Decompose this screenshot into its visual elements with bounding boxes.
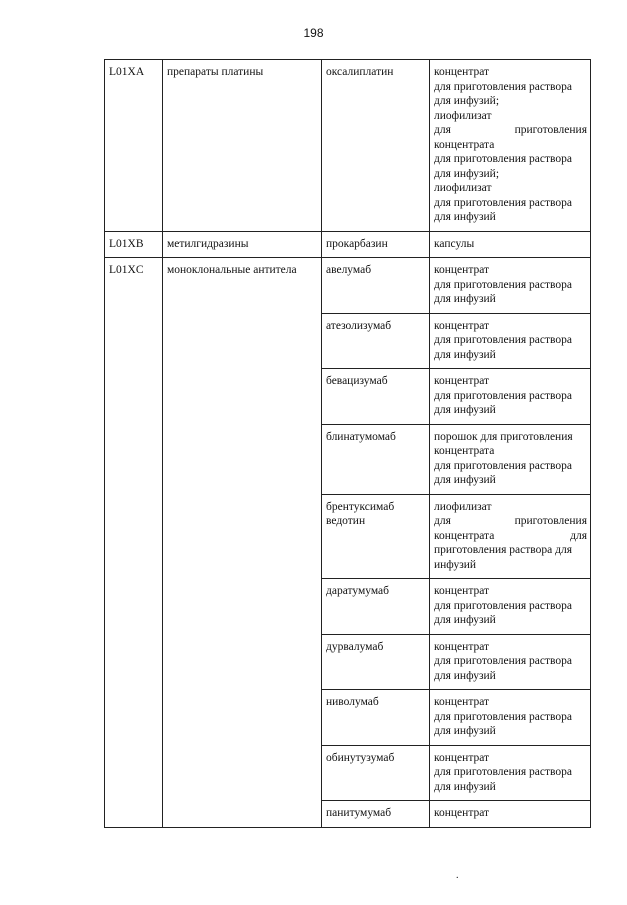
dosage-form-cell [430, 690, 591, 746]
dosage-form-line: для инфузий; [434, 95, 500, 107]
dosage-form-line: концентрат [434, 319, 490, 332]
dosage-form-line: концентрат [434, 640, 490, 653]
table-row [105, 231, 591, 258]
dosage-form-cell [430, 634, 591, 690]
page-number: 198 [303, 26, 324, 40]
atc-code-cell: L01XC [105, 258, 163, 828]
dosage-form-line: для приготовления раствора [434, 655, 572, 667]
dosage-form-line: лиофилизат [434, 182, 492, 194]
drug-name-cell: оксалиплатин [322, 60, 430, 232]
dosage-form-cell [430, 369, 591, 425]
drug-name-cell: атезолизумаб [322, 313, 430, 369]
dosage-form-line: для инфузий [434, 293, 496, 305]
table-row [105, 258, 591, 314]
dosage-form-line: приготовления раствора для [434, 544, 572, 556]
dosage-form-cell [430, 745, 591, 801]
dosage-form-word: для [434, 124, 451, 136]
dosage-form-cell [430, 494, 591, 579]
drug-group-cell: препараты платины [163, 60, 322, 232]
table-body [105, 60, 591, 828]
dosage-form-word: приготовления [514, 124, 587, 136]
dosage-form-line: концентрата [434, 138, 495, 151]
drug-name-cell: прокарбазин [322, 231, 430, 258]
dosage-form-line: для приготовления раствора [434, 459, 572, 472]
drug-name-cell: дурвалумаб [322, 634, 430, 690]
dosage-form-line: для инфузий; [434, 167, 500, 180]
drug-group-cell: метилгидразины [163, 231, 322, 258]
dosage-form-cell [430, 579, 591, 635]
atc-code-cell: L01XA [105, 60, 163, 232]
drug-name-cell: блинатумомаб [322, 424, 430, 494]
dosage-form-line: для приготовления раствора [434, 334, 572, 346]
dosage-form-line: для инфузий [434, 211, 496, 223]
dosage-form-line: концентрат [434, 807, 490, 819]
dosage-form-line: лиофилизат [434, 109, 492, 122]
dosage-form-line: для инфузий [434, 474, 496, 486]
dosage-form-word: для [570, 529, 587, 542]
dosage-form-cell [430, 60, 591, 232]
dosage-form-line: концентрата [434, 445, 495, 457]
footer-mark: . [456, 870, 459, 881]
dosage-form-line: концентрат [434, 585, 490, 597]
dosage-form-line: для приготовления раствора [434, 389, 572, 402]
dosage-form-line: для приготовления раствора [434, 153, 572, 165]
dosage-form-word: концентрата [434, 529, 495, 542]
dosage-form-cell [430, 258, 591, 314]
drug-name-cell: даратумумаб [322, 579, 430, 635]
dosage-form-cell [430, 313, 591, 369]
drug-name-cell: бевацизумаб [322, 369, 430, 425]
dosage-form-line: концентрат [434, 66, 490, 78]
drug-group-cell: моноклональные антитела [163, 258, 322, 828]
dosage-form-line: для инфузий [434, 725, 496, 737]
dosage-form-line: для приготовления раствора [434, 80, 572, 93]
dosage-form-line: капсулы [434, 237, 475, 250]
dosage-form-line: для инфузий [434, 614, 496, 626]
dosage-form-line: для инфузий [434, 780, 496, 793]
dosage-form-word: приготовления [514, 515, 587, 527]
dosage-form-line: для инфузий [434, 404, 496, 416]
dosage-form-line: лиофилизат [434, 500, 492, 513]
dosage-form-line: концентрат [434, 751, 490, 764]
dosage-form-line: для приготовления раствора [434, 710, 572, 723]
dosage-form-line: инфузий [434, 558, 477, 571]
dosage-form-word: для [434, 515, 451, 527]
dosage-form-line: для приготовления раствора [434, 196, 572, 209]
dosage-form-cell [430, 801, 591, 828]
dosage-form-line: для приготовления раствора [434, 599, 572, 612]
dosage-form-line: для инфузий [434, 348, 496, 361]
dosage-form-line: порошок для приготовления [434, 430, 573, 443]
drug-name-cell: обинутузумаб [322, 745, 430, 801]
atc-code-cell: L01XB [105, 231, 163, 258]
dosage-form-line: концентрат [434, 375, 490, 387]
dosage-form-cell [430, 424, 591, 494]
drug-name-cell: брентуксимаб ведотин [322, 494, 430, 579]
dosage-form-line: концентрат [434, 696, 490, 708]
dosage-form-line [434, 123, 587, 138]
dosage-form-line: концентрат [434, 264, 490, 276]
table-row [105, 60, 591, 232]
dosage-form-line [434, 514, 587, 529]
dosage-form-line [434, 529, 587, 544]
drug-name-cell: авелумаб [322, 258, 430, 314]
drug-name-cell: ниволумаб [322, 690, 430, 746]
dosage-form-cell [430, 231, 591, 258]
drug-table [104, 59, 591, 828]
drug-name-cell: панитумумаб [322, 801, 430, 828]
dosage-form-line: для приготовления раствора [434, 766, 572, 778]
dosage-form-line: для инфузий [434, 669, 496, 682]
dosage-form-line: для приготовления раствора [434, 278, 572, 291]
